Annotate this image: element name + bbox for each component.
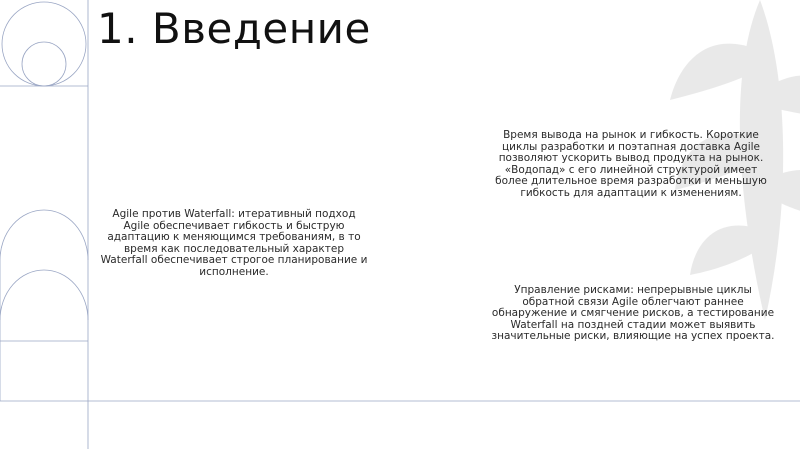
text-block-agile-vs-waterfall: Agile против Waterfall: итеративный подход Agile обеспечивает гибкость и быструю адаптацию к меняющимся требованиям, в то время как последовательный характер Waterfall обеспечивает строгое планирование и исполнение. [100, 208, 368, 278]
slide-title: 1. Введение [97, 4, 371, 53]
text-block-risk-management: Управление рисками: непрерывные циклы обратной связи Agile облегчают раннее обнаружение и смягчение рисков, а тестирование Waterfall на поздней стадии может выявить значительные риски, влияющие на успех проекта. [491, 284, 775, 342]
text-block-time-to-market: Время вывода на рынок и гибкость. Короткие циклы разработки и поэтапная доставка Agile позволяют ускорить вывод продукта на рынок. «Водопад» с его линейной структурой имеет более длительное время разработки и меньшую гибкость для адаптации к изменениям. [495, 129, 767, 199]
